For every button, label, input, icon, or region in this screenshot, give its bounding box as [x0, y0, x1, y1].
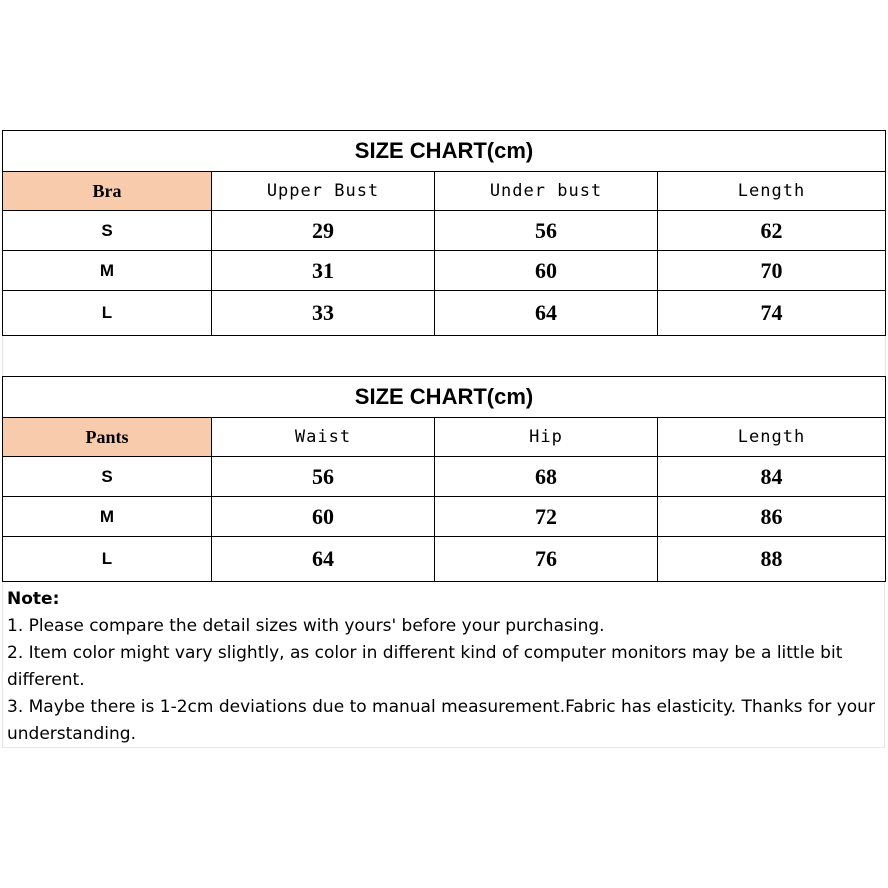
measurement-value: 72 [435, 497, 658, 537]
measurement-value: 84 [658, 457, 886, 497]
measurement-value: 74 [658, 291, 886, 336]
pants-category-label: Pants [3, 418, 212, 457]
size-label: S [3, 457, 212, 497]
note-item: 2. Item color might vary slightly, as color in different kind of computer monitors may be a little bit different. [7, 643, 843, 690]
measurement-value: 60 [212, 497, 435, 537]
table-row [3, 251, 886, 291]
table-spacer [2, 336, 886, 376]
measurement-value: 60 [435, 251, 658, 291]
notes-title: Note: [7, 589, 60, 609]
pants-column-header: Hip [435, 418, 658, 457]
measurement-value: 68 [435, 457, 658, 497]
bra-category-label: Bra [3, 172, 212, 211]
pants-size-table [2, 376, 886, 582]
measurement-value: 64 [212, 537, 435, 582]
note-item: 1. Please compare the detail sizes with yours' before your purchasing. [7, 616, 605, 636]
table-row [3, 457, 886, 497]
measurement-value: 88 [658, 537, 886, 582]
bra-table-title: SIZE CHART(cm) [3, 131, 886, 172]
bra-column-header: Upper Bust [212, 172, 435, 211]
table-row [3, 497, 886, 537]
measurement-value: 33 [212, 291, 435, 336]
size-label: L [3, 291, 212, 336]
measurement-value: 76 [435, 537, 658, 582]
pants-table-title: SIZE CHART(cm) [3, 377, 886, 418]
size-label: M [3, 497, 212, 537]
measurement-value: 70 [658, 251, 886, 291]
bra-column-header: Under bust [435, 172, 658, 211]
size-label: L [3, 537, 212, 582]
measurement-value: 29 [212, 211, 435, 251]
size-label: S [3, 211, 212, 251]
measurement-value: 31 [212, 251, 435, 291]
measurement-value: 56 [435, 211, 658, 251]
pants-column-header: Waist [212, 418, 435, 457]
table-row [3, 537, 886, 582]
notes-section [2, 582, 885, 748]
bra-size-table [2, 130, 886, 336]
bra-column-header: Length [658, 172, 886, 211]
table-row [3, 291, 886, 336]
measurement-value: 64 [435, 291, 658, 336]
pants-column-header: Length [658, 418, 886, 457]
measurement-value: 56 [212, 457, 435, 497]
note-item: 3. Maybe there is 1-2cm deviations due to manual measurement.Fabric has elasticity. Thanks for your understanding. [7, 697, 875, 744]
measurement-value: 62 [658, 211, 886, 251]
table-row [3, 211, 886, 251]
size-chart-sheet [2, 130, 886, 748]
measurement-value: 86 [658, 497, 886, 537]
size-label: M [3, 251, 212, 291]
